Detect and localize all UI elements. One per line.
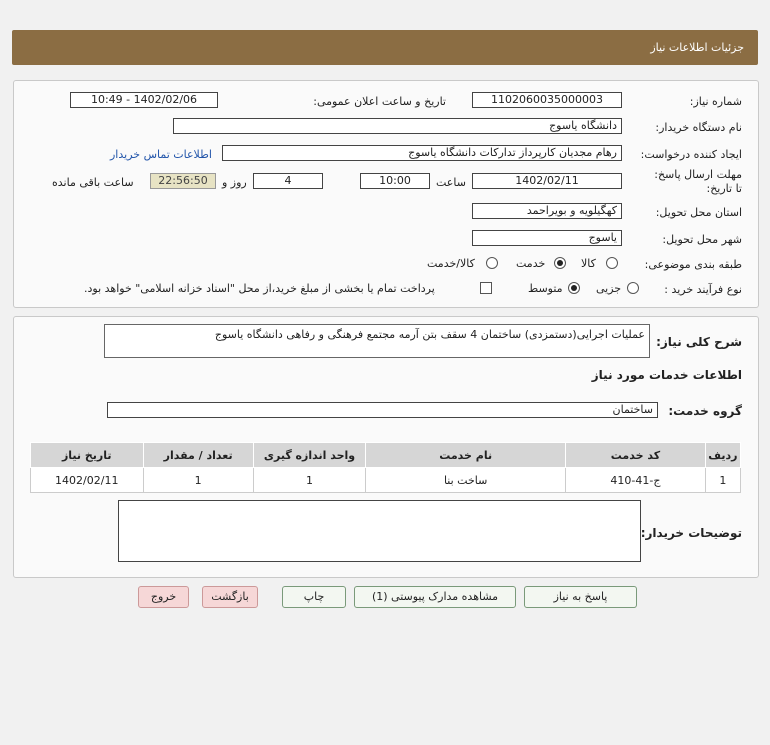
quantity: 1	[143, 468, 253, 493]
buyer-org-field: دانشگاه یاسوج	[173, 118, 622, 134]
category-goods-radio[interactable]	[606, 257, 618, 269]
table-header-row	[31, 443, 741, 468]
col-name-header: نام خدمت	[366, 443, 566, 468]
deadline-time-label: ساعت	[436, 176, 466, 189]
col-unit-header: واحد اندازه گیری	[253, 443, 365, 468]
attachments-button[interactable]: مشاهده مدارک پیوستی (1)	[354, 586, 516, 608]
service-group-field: ساختمان	[107, 402, 658, 418]
category-both-label: کالا/خدمت	[427, 257, 475, 270]
category-service-radio[interactable]	[554, 257, 566, 269]
col-row-header: ردیف	[705, 443, 740, 468]
remaining-label: ساعت باقی مانده	[52, 176, 134, 189]
deadline-time-field: 10:00	[360, 173, 430, 189]
services-table	[30, 442, 741, 493]
city-field: یاسوج	[472, 230, 622, 246]
announce-field: 1402/02/06 - 10:49	[70, 92, 218, 108]
reply-button[interactable]: پاسخ به نیاز	[524, 586, 637, 608]
col-qty-header: تعداد / مقدار	[143, 443, 253, 468]
process-minor-radio[interactable]	[627, 282, 639, 294]
need-info-panel	[13, 80, 759, 308]
need-number-label: شماره نیاز:	[689, 95, 742, 108]
treasury-payment-checkbox[interactable]	[480, 282, 492, 294]
province-label: استان محل تحویل:	[655, 206, 742, 219]
print-button[interactable]: چاپ	[282, 586, 346, 608]
summary-label: شرح کلی نیاز:	[656, 335, 742, 349]
process-label: نوع فرآیند خرید :	[664, 283, 742, 296]
treasury-payment-note: پرداخت تمام یا بخشی از مبلغ خرید،از محل "اسناد خزانه اسلامی" خواهد بود.	[84, 282, 435, 295]
category-goods-label: کالا	[581, 257, 596, 270]
table-row	[31, 468, 741, 493]
process-medium-radio[interactable]	[568, 282, 580, 294]
service-name: ساخت بنا	[366, 468, 566, 493]
buyer-notes-field	[118, 500, 641, 562]
category-service-label: خدمت	[516, 257, 546, 270]
deadline-label: مهلت ارسال پاسخ: تا تاریخ:	[654, 168, 742, 195]
page-title: جزئیات اطلاعات نیاز	[650, 41, 744, 54]
need-number-field: 1102060035000003	[472, 92, 622, 108]
process-medium-label: متوسط	[528, 282, 563, 295]
exit-button[interactable]: خروج	[138, 586, 189, 608]
service-group-label: گروه خدمت:	[668, 404, 742, 418]
summary-field: عملیات اجرایی(دستمزدی) ساختمان 4 سقف بتن آرمه مجتمع فرهنگی و رفاهی دانشگاه یاسوج	[104, 324, 650, 358]
category-label: طبقه بندی موضوعی:	[644, 258, 742, 271]
buyer-notes-label: توضیحات خریدار:	[640, 526, 742, 540]
days-field: 4	[253, 173, 323, 189]
announce-label: تاریخ و ساعت اعلان عمومی:	[313, 95, 446, 108]
city-label: شهر محل تحویل:	[662, 233, 742, 246]
need-date: 1402/02/11	[31, 468, 144, 493]
days-label: روز و	[222, 176, 247, 189]
page-header	[12, 30, 758, 65]
col-code-header: کد خدمت	[566, 443, 706, 468]
province-field: کهگیلویه و بویراحمد	[472, 203, 622, 219]
col-date-header: تاریخ نیاز	[31, 443, 144, 468]
service-code: ج-41-410	[566, 468, 706, 493]
buyer-org-label: نام دستگاه خریدار:	[655, 121, 742, 134]
buyer-contact-link[interactable]: اطلاعات تماس خریدار	[110, 148, 212, 161]
creator-field: رهام مجدیان کارپرداز تدارکات دانشگاه یاسوج	[222, 145, 622, 161]
category-both-radio[interactable]	[486, 257, 498, 269]
deadline-date-field: 1402/02/11	[472, 173, 622, 189]
creator-label: ایجاد کننده درخواست:	[640, 148, 742, 161]
unit: 1	[253, 468, 365, 493]
remaining-time-field: 22:56:50	[150, 173, 216, 189]
process-minor-label: جزیی	[596, 282, 622, 295]
row-index: 1	[705, 468, 740, 493]
services-heading: اطلاعات خدمات مورد نیاز	[591, 368, 742, 382]
back-button[interactable]: بازگشت	[202, 586, 258, 608]
